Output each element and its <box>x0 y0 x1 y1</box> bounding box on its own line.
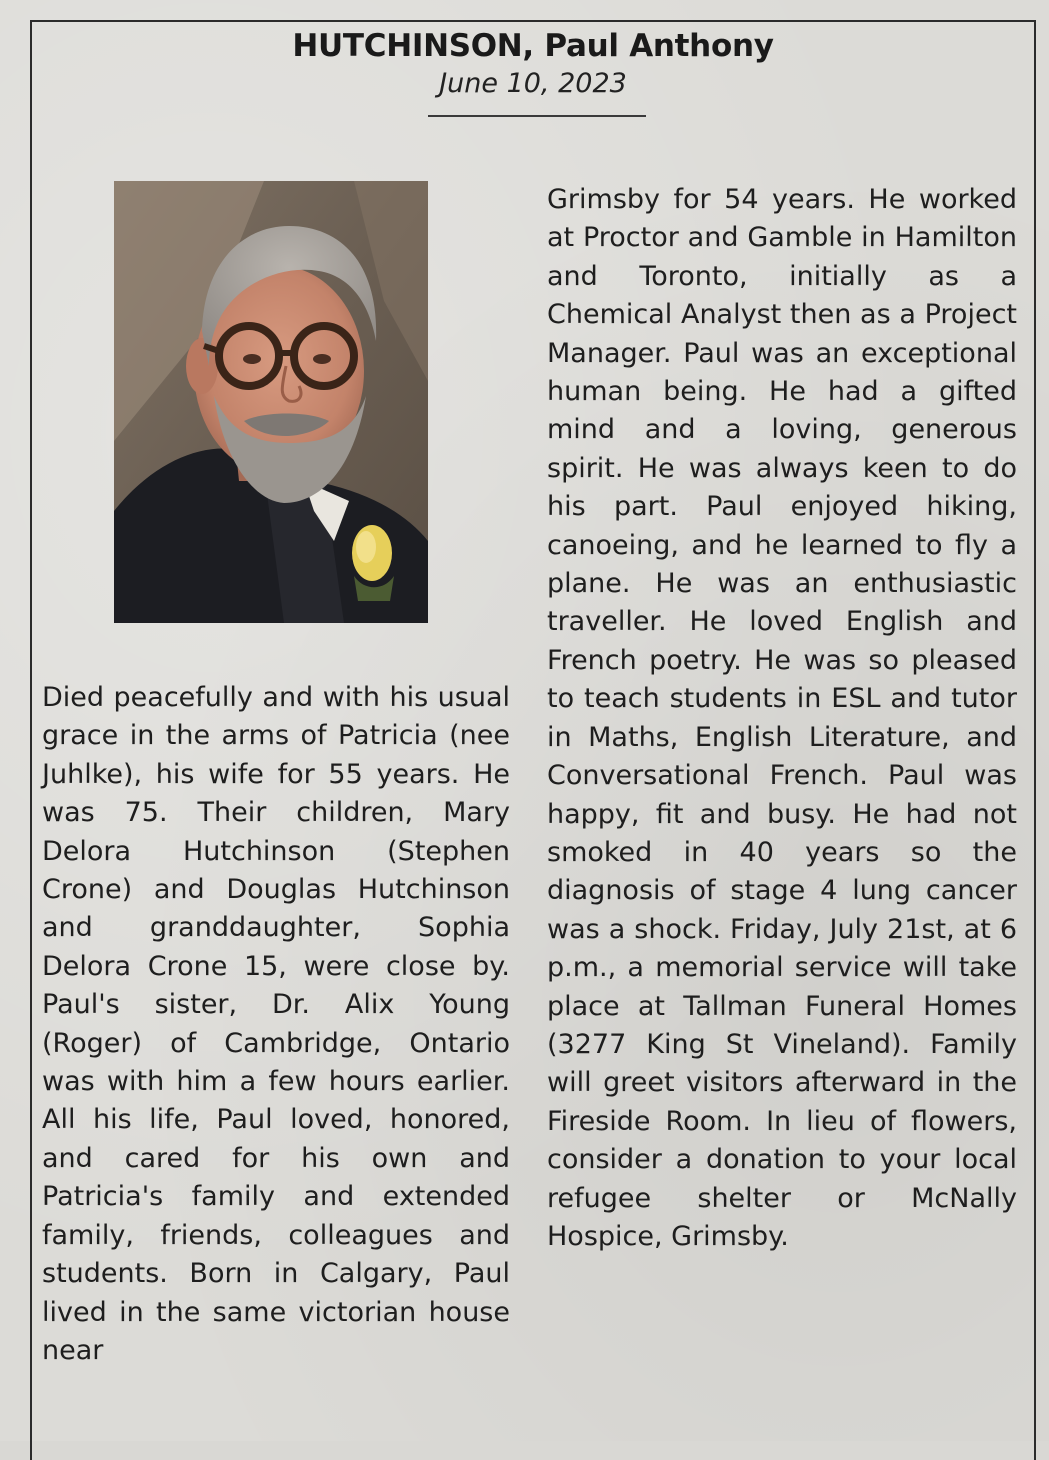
obituary-text-left-column: Died peacefully and with his usual grace in the arms of Patricia (nee Juhlke), his wife for 55 years. He was 75. Their children, Mary Delora Hutchinson (Stephen Crone) and Douglas Hutchinson and granddaughter, Sophia Delora Crone 15, were close by. Paul's sister, Dr. Alix Young (Roger) of Cambridge, Ontario was with him a few hours earlier. All his life, Paul loved, honored, and cared for his own and Patricia's family and extended family, friends, colleagues and students. Born in Calgary, Paul lived in the same victorian house near <box>42 682 510 1366</box>
portrait-photo <box>114 181 428 623</box>
obituary-title: HUTCHINSON, Paul Anthony <box>292 28 774 64</box>
obituary-text-right-column: Grimsby for 54 years. He worked at Proctor and Gamble in Hamilton and Toronto, initially as a Chemical Analyst then as a Project Manager. Paul was an exceptional human being. He had a gifted mind and a loving, generous spirit. He was always keen to do his part. Paul enjoyed hiking, canoeing, and he learned to fly a plane. He was an enthusiastic traveller. He loved English and French poetry. He was so pleased to teach students in ESL and tutor in Maths, English Literature, and Conversational French. Paul was happy, fit and busy. He had not smoked in 40 years so the diagnosis of stage 4 lung cancer was a shock. Friday, July 21st, at 6 p.m., a memorial service will take place at Tallman Funeral Homes (3277 King St Vineland). Family will greet visitors afterward in the Fireside Room. In lieu of flowers, consider a donation to your local refugee shelter or McNally Hospice, Grimsby. <box>547 184 1017 1252</box>
header-divider <box>428 115 646 117</box>
obituary-header <box>30 26 1036 102</box>
portrait-illustration <box>114 181 428 623</box>
obituary-date: June 10, 2023 <box>439 68 627 99</box>
